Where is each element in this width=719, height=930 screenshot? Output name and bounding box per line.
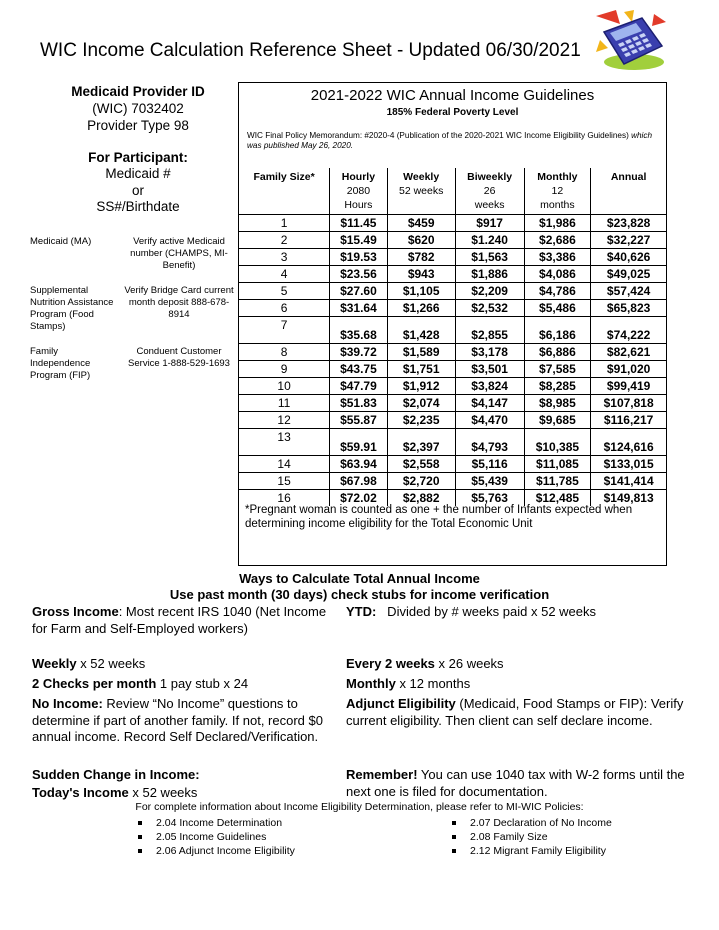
table-row	[239, 473, 666, 490]
table-cell: $72.02	[330, 490, 387, 507]
table-cell: $2,235	[387, 412, 455, 429]
gross-income-block	[32, 604, 332, 637]
no-income-text: Review “No Income” questions to determine if part of another family. If not, record $0 annual income. Record Self Declared/Verification.	[32, 696, 323, 744]
table-cell: $2,686	[524, 232, 591, 249]
guidelines-subtitle: 185% Federal Poverty Level	[386, 107, 519, 118]
table-cell: 6	[239, 300, 330, 317]
todays-income-label: Today's Income	[32, 785, 129, 800]
table-cell: $55.87	[330, 412, 387, 429]
table-cell: $9,685	[524, 412, 591, 429]
remember-label: Remember!	[346, 767, 418, 782]
monthly-block	[346, 676, 470, 693]
column-header	[387, 168, 455, 215]
table-row	[239, 412, 666, 429]
table-cell: $15.49	[330, 232, 387, 249]
table-cell: 5	[239, 283, 330, 300]
column-header-line: Weekly	[403, 171, 440, 183]
table-cell: $1,563	[455, 249, 524, 266]
policy-list-right	[452, 816, 612, 858]
table-cell: $74,222	[591, 317, 666, 344]
table-cell: 1	[239, 215, 330, 232]
table-cell: $1,428	[387, 317, 455, 344]
monthly-label: Monthly	[346, 676, 396, 691]
table-cell: $23,828	[591, 215, 666, 232]
table-cell: $32,227	[591, 232, 666, 249]
column-header-line: Biweekly	[467, 171, 513, 183]
table-cell: $59.91	[330, 429, 387, 456]
table-cell: $91,020	[591, 361, 666, 378]
table-cell: $10,385	[524, 429, 591, 456]
participant-line: or	[131, 183, 144, 198]
table-cell: $124,616	[591, 429, 666, 456]
ways-heading-line2: Use past month (30 days) check stubs for income verification	[169, 587, 550, 602]
table-cell: $19.53	[330, 249, 387, 266]
every-2-weeks-block	[346, 656, 504, 673]
table-cell: $1,266	[387, 300, 455, 317]
memo-text: WIC Final Policy Memorandum: #2020-4 (Publication of the 2020-2021 WIC Income Eligibility Guidelines)	[247, 131, 629, 140]
table-cell: $3,824	[455, 378, 524, 395]
table-cell: $8,985	[524, 395, 591, 412]
table-cell: $12,485	[524, 490, 591, 507]
memo-italic: which was published May 26, 2020.	[247, 131, 653, 150]
table-cell: 16	[239, 490, 330, 507]
table-cell: 4	[239, 266, 330, 283]
every-2-weeks-text: x 26 weeks	[434, 656, 504, 671]
policy-item: 2.04 Income Determination	[138, 816, 295, 830]
ytd-text: Divided by # weeks paid x 52 weeks	[376, 604, 597, 619]
page-title: WIC Income Calculation Reference Sheet - Updated 06/30/2021	[40, 40, 581, 61]
bullet-icon	[138, 835, 142, 839]
table-cell: $4,786	[524, 283, 591, 300]
table-cell: $4,793	[455, 429, 524, 456]
bullet-icon	[452, 849, 456, 853]
table-cell: $2,558	[387, 456, 455, 473]
weekly-text: x 52 weeks	[76, 656, 146, 671]
table-row	[239, 249, 666, 266]
policy-item: 2.05 Income Guidelines	[138, 830, 295, 844]
table-cell: $1,986	[524, 215, 591, 232]
column-header-line: Hourly	[341, 171, 376, 183]
table-cell: $49,025	[591, 266, 666, 283]
column-header	[239, 168, 330, 215]
table-cell: $3,501	[455, 361, 524, 378]
table-cell: $11,785	[524, 473, 591, 490]
two-checks-label: 2 Checks per month	[32, 676, 157, 691]
table-cell: $2,855	[455, 317, 524, 344]
provider-type: Provider Type 98	[87, 118, 189, 133]
every-2-weeks-label: Every 2 weeks	[346, 656, 435, 671]
table-cell: $2,074	[387, 395, 455, 412]
table-cell: $107,818	[591, 395, 666, 412]
remember-text: You can use 1040 tax with W-2 forms until the next one is filed for documentation.	[346, 767, 685, 799]
weekly-label: Weekly	[32, 656, 77, 671]
table-cell: $6,886	[524, 344, 591, 361]
table-cell: 10	[239, 378, 330, 395]
ytd-label: YTD:	[346, 604, 377, 619]
table-cell: 14	[239, 456, 330, 473]
remember-block	[346, 767, 691, 800]
program-action: Verify active Medicaid number (CHAMPS, MI-Benefit)	[130, 236, 228, 271]
column-header-line: Family Size*	[253, 171, 315, 183]
table-cell: $39.72	[330, 344, 387, 361]
two-checks-text: 1 pay stub x 24	[156, 676, 249, 691]
table-cell: $67.98	[330, 473, 387, 490]
guidelines-title: 2021-2022 WIC Annual Income Guidelines	[310, 87, 595, 104]
two-checks-block	[32, 676, 248, 693]
table-cell: $11.45	[330, 215, 387, 232]
provider-id: (WIC) 7032402	[92, 101, 184, 116]
table-row	[239, 456, 666, 473]
table-row	[239, 317, 666, 344]
table-cell: $27.60	[330, 283, 387, 300]
ways-heading-line1: Ways to Calculate Total Annual Income	[239, 571, 480, 586]
table-cell: $133,015	[591, 456, 666, 473]
table-cell: $149,813	[591, 490, 666, 507]
gross-income-label: Gross Income	[32, 604, 119, 619]
table-cell: $63.94	[330, 456, 387, 473]
program-name: Family Independence Program (FIP)	[30, 346, 91, 381]
table-row	[239, 378, 666, 395]
adjunct-text: (Medicaid, Food Stamps or FIP): Verify current eligibility. Then client can self declare income.	[346, 696, 684, 728]
program-name: Supplemental Nutrition Assistance Program (Food Stamps)	[30, 285, 114, 332]
income-guidelines-box	[238, 82, 667, 566]
table-cell: $3,178	[455, 344, 524, 361]
table-cell: $620	[387, 232, 455, 249]
table-cell: $2,720	[387, 473, 455, 490]
guidelines-memo	[247, 131, 657, 151]
table-cell: $1,912	[387, 378, 455, 395]
table-cell: $40,626	[591, 249, 666, 266]
table-cell: $3,386	[524, 249, 591, 266]
policy-item: 2.07 Declaration of No Income	[452, 816, 612, 830]
table-cell: $31.64	[330, 300, 387, 317]
table-cell: $5,763	[455, 490, 524, 507]
column-header	[524, 168, 591, 215]
table-cell: $2,397	[387, 429, 455, 456]
calculator-icon	[596, 10, 666, 72]
table-cell: $43.75	[330, 361, 387, 378]
table-row	[239, 361, 666, 378]
table-cell: $99,419	[591, 378, 666, 395]
table-cell: $782	[387, 249, 455, 266]
participant-line: SS#/Birthdate	[96, 199, 180, 214]
bullet-icon	[138, 849, 142, 853]
table-cell: 11	[239, 395, 330, 412]
table-row	[239, 300, 666, 317]
table-cell: $4,086	[524, 266, 591, 283]
table-cell: 2	[239, 232, 330, 249]
todays-income-text: x 52 weeks	[128, 785, 198, 800]
column-header-line: 12	[551, 185, 564, 197]
bullet-icon	[452, 821, 456, 825]
table-cell: 12	[239, 412, 330, 429]
table-cell: $2,209	[455, 283, 524, 300]
policy-reference-intro: For complete information about Income Eligibility Determination, please refer to MI-WIC Policies:	[135, 801, 584, 813]
no-income-block	[32, 696, 332, 746]
column-header-line: 52 weeks	[398, 185, 444, 197]
policy-item: 2.12 Migrant Family Eligibility	[452, 844, 612, 858]
column-header-line: Annual	[610, 171, 647, 183]
table-cell: $4,147	[455, 395, 524, 412]
table-cell: $943	[387, 266, 455, 283]
gross-income-text: : Most recent IRS 1040 (Net Income for Farm and Self-Employed workers)	[32, 604, 327, 636]
adjunct-eligibility-block	[346, 696, 686, 729]
column-header	[330, 168, 387, 215]
column-header-line: 26	[483, 185, 496, 197]
table-cell: $5,116	[455, 456, 524, 473]
table-row	[239, 429, 666, 456]
table-cell: $1,589	[387, 344, 455, 361]
table-row	[239, 283, 666, 300]
monthly-text: x 12 months	[395, 676, 471, 691]
program-action: Conduent Customer Service 1-888-529-1693	[128, 346, 230, 369]
table-cell: $6,186	[524, 317, 591, 344]
pregnancy-note: *Pregnant woman is counted as one + the number of Infants expected when determining income eligibility for the Total Economic Unit	[245, 504, 633, 530]
table-cell: $5,439	[455, 473, 524, 490]
ways-heading	[0, 571, 719, 603]
provider-heading: Medicaid Provider ID	[71, 84, 205, 99]
policy-item: 2.06 Adjunct Income Eligibility	[138, 844, 295, 858]
table-cell: 3	[239, 249, 330, 266]
table-row	[239, 395, 666, 412]
table-cell: $1.240	[455, 232, 524, 249]
table-cell: $4,470	[455, 412, 524, 429]
table-cell: 13	[239, 429, 330, 456]
todays-income-block	[32, 785, 197, 802]
program-action: Verify Bridge Card current month deposit 888-678-8914	[124, 285, 234, 320]
column-header-line: Hours	[344, 199, 373, 211]
table-cell: $57,424	[591, 283, 666, 300]
weekly-block	[32, 656, 145, 673]
ytd-block	[346, 604, 676, 621]
table-row	[239, 266, 666, 283]
bullet-icon	[452, 835, 456, 839]
table-cell: $82,621	[591, 344, 666, 361]
table-cell: $141,414	[591, 473, 666, 490]
table-cell: 15	[239, 473, 330, 490]
table-cell: $2,532	[455, 300, 524, 317]
table-cell: $47.79	[330, 378, 387, 395]
column-header-line: months	[540, 199, 575, 211]
adjunct-label: Adjunct Eligibility	[346, 696, 456, 711]
table-cell: $11,085	[524, 456, 591, 473]
table-cell: $23.56	[330, 266, 387, 283]
table-cell: $8,285	[524, 378, 591, 395]
column-header-line: Monthly	[537, 171, 578, 183]
column-header	[591, 168, 666, 215]
table-cell: 8	[239, 344, 330, 361]
table-cell: $65,823	[591, 300, 666, 317]
policy-list-left	[138, 816, 295, 858]
table-cell: $51.83	[330, 395, 387, 412]
table-cell: $917	[455, 215, 524, 232]
column-header-line: 2080	[346, 185, 371, 197]
table-cell: $35.68	[330, 317, 387, 344]
sudden-change-label: Sudden Change in Income:	[32, 767, 200, 782]
table-cell: $5,486	[524, 300, 591, 317]
table-cell: 7	[239, 317, 330, 344]
column-header-line: weeks	[474, 199, 505, 211]
table-cell: $459	[387, 215, 455, 232]
table-cell: $1,886	[455, 266, 524, 283]
table-cell: 9	[239, 361, 330, 378]
bullet-icon	[138, 821, 142, 825]
table-cell: $7,585	[524, 361, 591, 378]
table-cell: $1,751	[387, 361, 455, 378]
column-header	[455, 168, 524, 215]
program-name: Medicaid (MA)	[30, 236, 92, 247]
policy-item: 2.08 Family Size	[452, 830, 612, 844]
participant-line: Medicaid #	[105, 166, 171, 181]
participant-heading: For Participant:	[88, 150, 188, 165]
table-row	[239, 344, 666, 361]
table-cell: $1,105	[387, 283, 455, 300]
table-row	[239, 232, 666, 249]
table-cell: $116,217	[591, 412, 666, 429]
no-income-label: No Income:	[32, 696, 103, 711]
table-cell: $2,882	[387, 490, 455, 507]
table-row	[239, 215, 666, 232]
sudden-change-block	[32, 767, 200, 784]
income-guidelines-table	[239, 168, 666, 506]
